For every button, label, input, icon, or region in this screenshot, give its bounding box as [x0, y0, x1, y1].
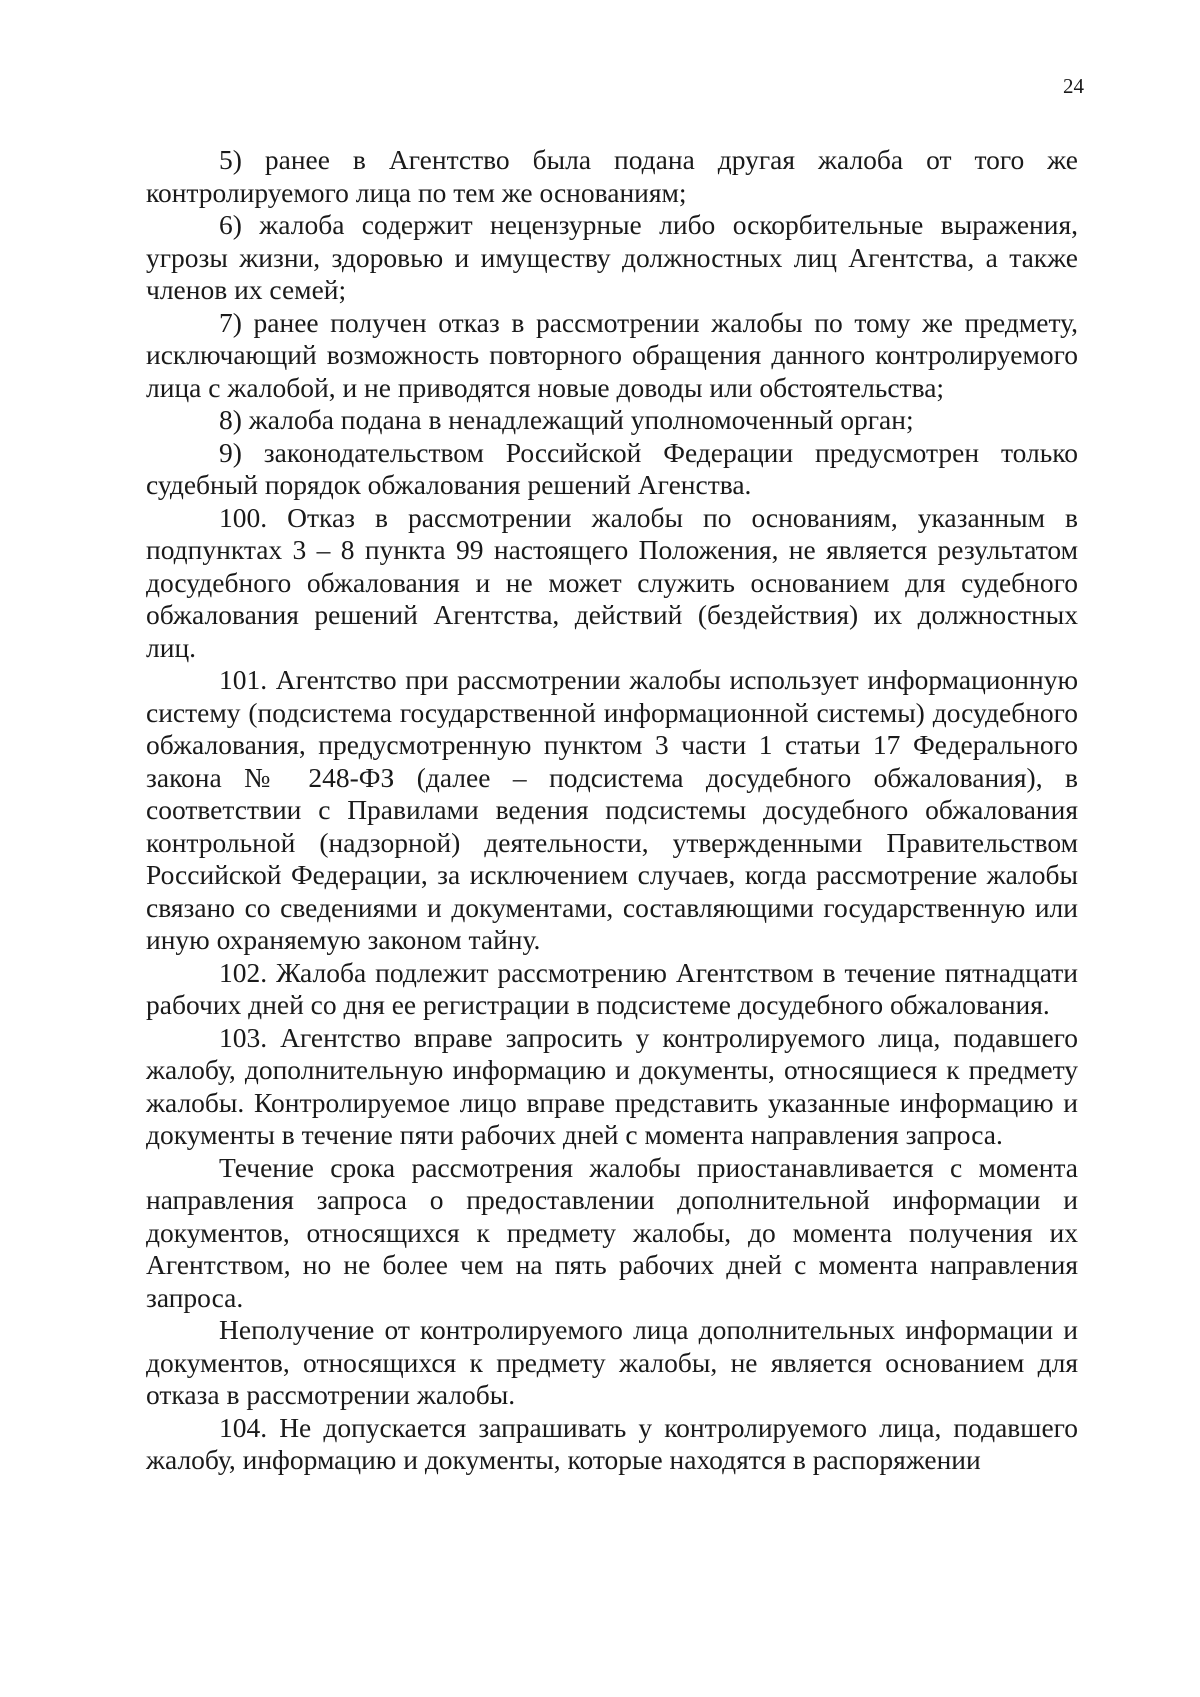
paragraph-item-5: 5) ранее в Агентство была подана другая жалоба от того же контролируемого лица по тем же основаниям; — [146, 144, 1078, 208]
paragraph-item-7: 7) ранее получен отказ в рассмотрении жалобы по тому же предмету, исключающий возможность повторного обращения данного контролируемого лица с жалобой, и не приводятся новые доводы или обстоятельства; — [146, 306, 1078, 403]
paragraph-item-6: 6) жалоба содержит нецензурные либо оскорбительные выражения, угрозы жизни, здоровью и имуществу должностных лиц Агентства, а также членов их семей; — [146, 209, 1078, 305]
paragraph-clause-101: 101. Агентство при рассмотрении жалобы использует информационную систему (подсистема государственной информационной системы) досудебного обжалования, предусмотренную пунктом 3 части 1 статьи 17 Федерального закона № 248-ФЗ (далее – подсистема досудебного обжалования), в соответствии с Правилами ведения подсистемы досудебного обжалования контрольной (надзорной) деятельности, утвержденными Правительством Российской Федерации, за исключением случаев, когда рассмотрение жалобы связано со сведениями и документами, составляющими государственную или иную охраняемую законом тайну. — [146, 664, 1078, 955]
paragraph-item-9: 9) законодательством Российской Федерации предусмотрен только судебный порядок обжалования решений Агенства. — [146, 436, 1078, 500]
paragraph-suspension-term: Течение срока рассмотрения жалобы приостанавливается с момента направления запроса о предоставлении дополнительной информации и документов, относящихся к предмету жалобы, до момента получения их Агентством, но не более чем на пять рабочих дней с момента направления запроса. — [146, 1151, 1078, 1313]
paragraph-clause-102: 102. Жалоба подлежит рассмотрению Агентством в течение пятнадцати рабочих дней со дня ее регистрации в подсистеме досудебного обжалования. — [146, 956, 1078, 1020]
paragraph-non-receipt: Неполучение от контролируемого лица дополнительных информации и документов, относящихся к предмету жалобы, не является основанием для отказа в рассмотрении жалобы. — [146, 1314, 1078, 1410]
paragraph-clause-103: 103. Агентство вправе запросить у контролируемого лица, подавшего жалобу, дополнительную информацию и документы, относящиеся к предмету жалобы. Контролируемое лицо вправе представить указанные информацию и документы в течение пяти рабочих дней с момента направления запроса. — [146, 1021, 1078, 1150]
paragraph-clause-100: 100. Отказ в рассмотрении жалобы по основаниям, указанным в подпунктах 3 – 8 пункта 99 настоящего Положения, не является результатом досудебного обжалования и не может служить основанием для судебного обжалования решений Агентства, действий (бездействия) их должностных лиц. — [146, 501, 1078, 663]
document-body — [146, 144, 1078, 1477]
paragraph-clause-104: 104. Не допускается запрашивать у контролируемого лица, подавшего жалобу, информацию и документы, которые находятся в распоряжении — [146, 1411, 1078, 1475]
paragraph-item-8: 8) жалоба подана в ненадлежащий уполномоченный орган; — [219, 404, 914, 435]
page-number: 24 — [1063, 74, 1084, 98]
